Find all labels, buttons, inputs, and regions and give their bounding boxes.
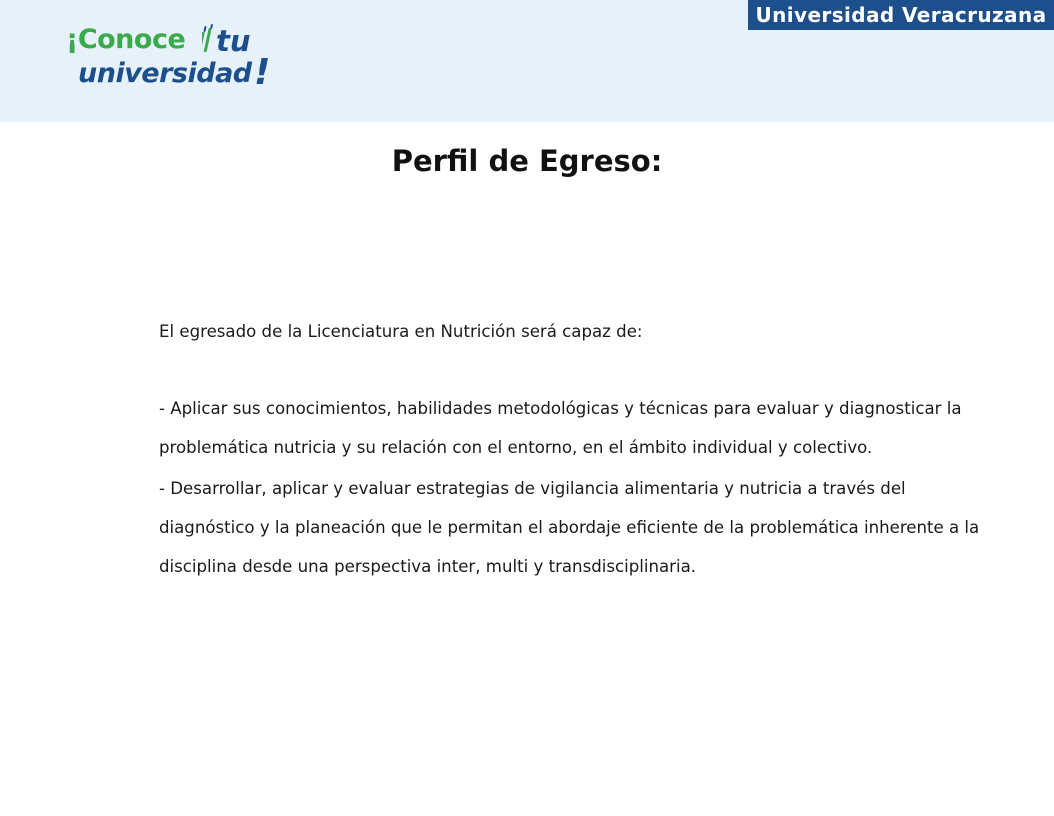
profile-item: - Aplicar sus conocimientos, habilidades metodológicas y técnicas para evaluar y diagnosticar la problemática nutricia y su relación con el entorno, en el ámbito individual y colectivo.: [159, 399, 962, 457]
logo-tu-text: tu: [216, 24, 251, 58]
logo-line2: universidad: [78, 58, 252, 89]
slide-body: [159, 312, 989, 588]
intro-paragraph: El egresado de la Licenciatura en Nutrición será capaz de:: [159, 322, 643, 341]
universidad-veracruzana-banner: Universidad Veracruzana: [748, 0, 1054, 30]
slide-title: Perfil de Egreso:: [391, 144, 663, 178]
header-band: [0, 0, 1054, 122]
profile-item: - Desarrollar, aplicar y evaluar estrategias de vigilancia alimentaria y nutricia a través del diagnóstico y la planeación que le permitan el abordaje eficiente de la problemática inherente a la disciplina desde una perspectiva inter, multi y transdisciplinaria.: [159, 479, 980, 576]
logo-exclamation: !: [254, 52, 271, 93]
logo-line1: ¡Conoce: [66, 24, 186, 55]
conoce-tu-universidad-logo: [66, 24, 276, 96]
logo-tu-mark: [202, 22, 258, 58]
